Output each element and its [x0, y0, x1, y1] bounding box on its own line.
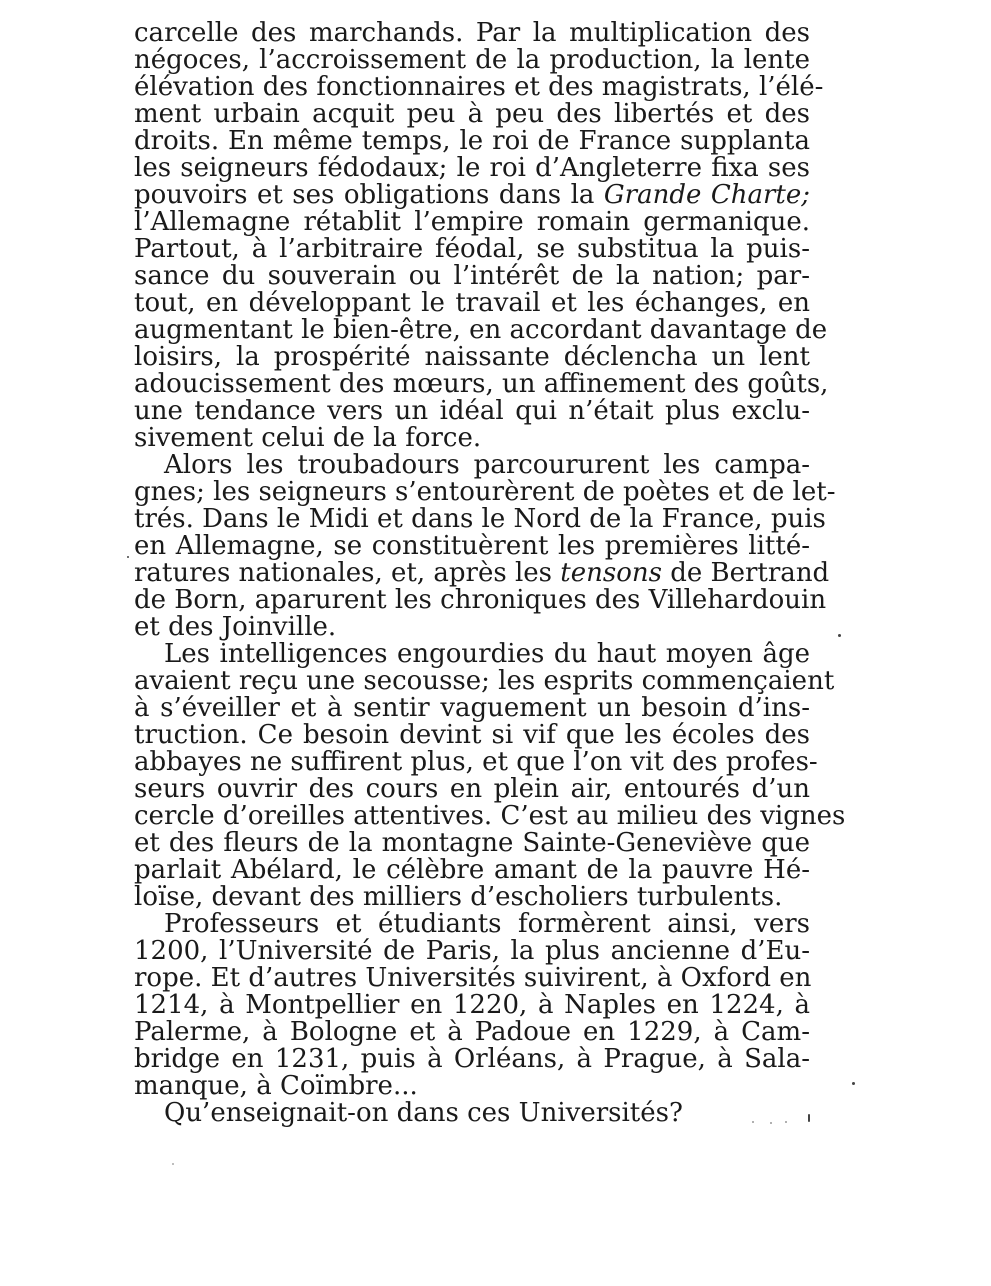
text-line: carcelle des marchands. Par la multiplication des	[134, 18, 810, 48]
paragraph-2	[134, 450, 836, 642]
text-line: rope. Et d’autres Universités suivirent, à Oxford en	[134, 963, 812, 993]
text-fragment: ratures nationales, et, après les	[134, 558, 561, 588]
text-line: et des fleurs de la montagne Sainte-Geneviève que	[134, 828, 810, 858]
scan-speck	[172, 1163, 174, 1165]
text-line: une tendance vers un idéal qui n’était plus exclu-	[134, 396, 810, 426]
text-fragment: de Bertrand	[661, 558, 830, 588]
text-line: truction. Ce besoin devint si vif que les écoles des	[134, 720, 810, 750]
text-line	[134, 182, 810, 209]
scan-speck	[838, 634, 841, 637]
text-line: Partout, à l’arbitraire féodal, se substitua la puis-	[134, 234, 810, 264]
scan-speck	[852, 1082, 855, 1085]
text-line: Les intelligences engourdies du haut moyen âge	[164, 639, 810, 669]
text-line: les seigneurs fédodaux; le roi d’Angleterre fixa ses	[134, 153, 810, 183]
text-line: Palerme, à Bologne et à Padoue en 1229, à Cam-	[134, 1017, 810, 1047]
text-line: bridge en 1231, puis à Orléans, à Prague, à Sala-	[134, 1044, 810, 1074]
text-line: avaient reçu une secousse; les esprits commençaient	[134, 666, 835, 696]
text-fragment: pouvoirs et ses obligations dans la	[134, 180, 604, 210]
italic-term-tensons: tensons	[560, 558, 662, 588]
text-line: trés. Dans le Midi et dans le Nord de la France, puis	[134, 504, 826, 534]
scan-speck	[785, 1121, 787, 1123]
text-line: adoucissement des mœurs, un affinement des goûts,	[134, 369, 829, 399]
text-line: gnes; les seigneurs s’entourèrent de poètes et de let-	[134, 477, 836, 507]
text-line: parlait Abélard, le célèbre amant de la pauvre Hé-	[134, 855, 810, 885]
text-line: Qu’enseignait-on dans ces Universités?	[164, 1098, 683, 1128]
text-line: à s’éveiller et à sentir vaguement un besoin d’ins-	[134, 693, 810, 723]
scan-speck	[127, 556, 129, 558]
text-line: l’Allemagne rétablit l’empire romain germanique.	[134, 207, 810, 237]
text-line: élévation des fonctionnaires et des magistrats, l’élé-	[134, 72, 824, 102]
paragraph-1	[134, 18, 829, 453]
text-line: en Allemagne, se constituèrent les premières litté-	[134, 531, 810, 561]
body-text	[134, 18, 846, 1128]
text-line: Professeurs et étudiants formèrent ainsi, vers	[164, 909, 810, 939]
text-line: 1214, à Montpellier en 1220, à Naples en 1224, à	[134, 990, 810, 1020]
text-line: augmentant le bien-être, en accordant davantage de	[134, 315, 828, 345]
text-line: seurs ouvrir des cours en plein air, entourés d’un	[134, 774, 810, 804]
paragraph-5	[134, 1100, 810, 1127]
italic-title-grande-charte: Grande Charte;	[603, 180, 811, 210]
scan-speck	[752, 1121, 754, 1123]
text-line: ment urbain acquit peu à peu des libertés et des	[134, 99, 810, 129]
text-line: et des Joinville.	[134, 612, 337, 642]
text-line: loisirs, la prospérité naissante déclencha un lent	[134, 342, 810, 372]
text-line: 1200, l’Université de Paris, la plus ancienne d’Eu-	[134, 936, 810, 966]
text-line: manque, à Coïmbre...	[134, 1071, 418, 1101]
paragraph-3	[134, 639, 846, 912]
text-line: abbayes ne suffirent plus, et que l’on vit des profes-	[134, 747, 818, 777]
text-line	[134, 558, 830, 588]
scan-speck	[770, 1122, 772, 1124]
text-line: négoces, l’accroissement de la production, la lente	[134, 45, 810, 75]
text-line: tout, en développant le travail et les échanges, en	[134, 288, 810, 318]
text-line: cercle d’oreilles attentives. C’est au milieu des vignes	[134, 801, 846, 831]
text-line: loïse, devant des milliers d’escholiers turbulents.	[134, 882, 783, 912]
text-line: de Born, aparurent les chroniques des Villehardouin	[134, 585, 827, 615]
scan-speck	[808, 1114, 810, 1122]
paragraph-4	[134, 911, 810, 1100]
text-line: sance du souverain ou l’intérêt de la nation; par-	[134, 261, 810, 291]
text-line: Alors les troubadours parcoururent les campa-	[164, 450, 810, 480]
text-line: droits. En même temps, le roi de France supplanta	[134, 126, 810, 156]
text-line: sivement celui de la force.	[134, 423, 482, 453]
